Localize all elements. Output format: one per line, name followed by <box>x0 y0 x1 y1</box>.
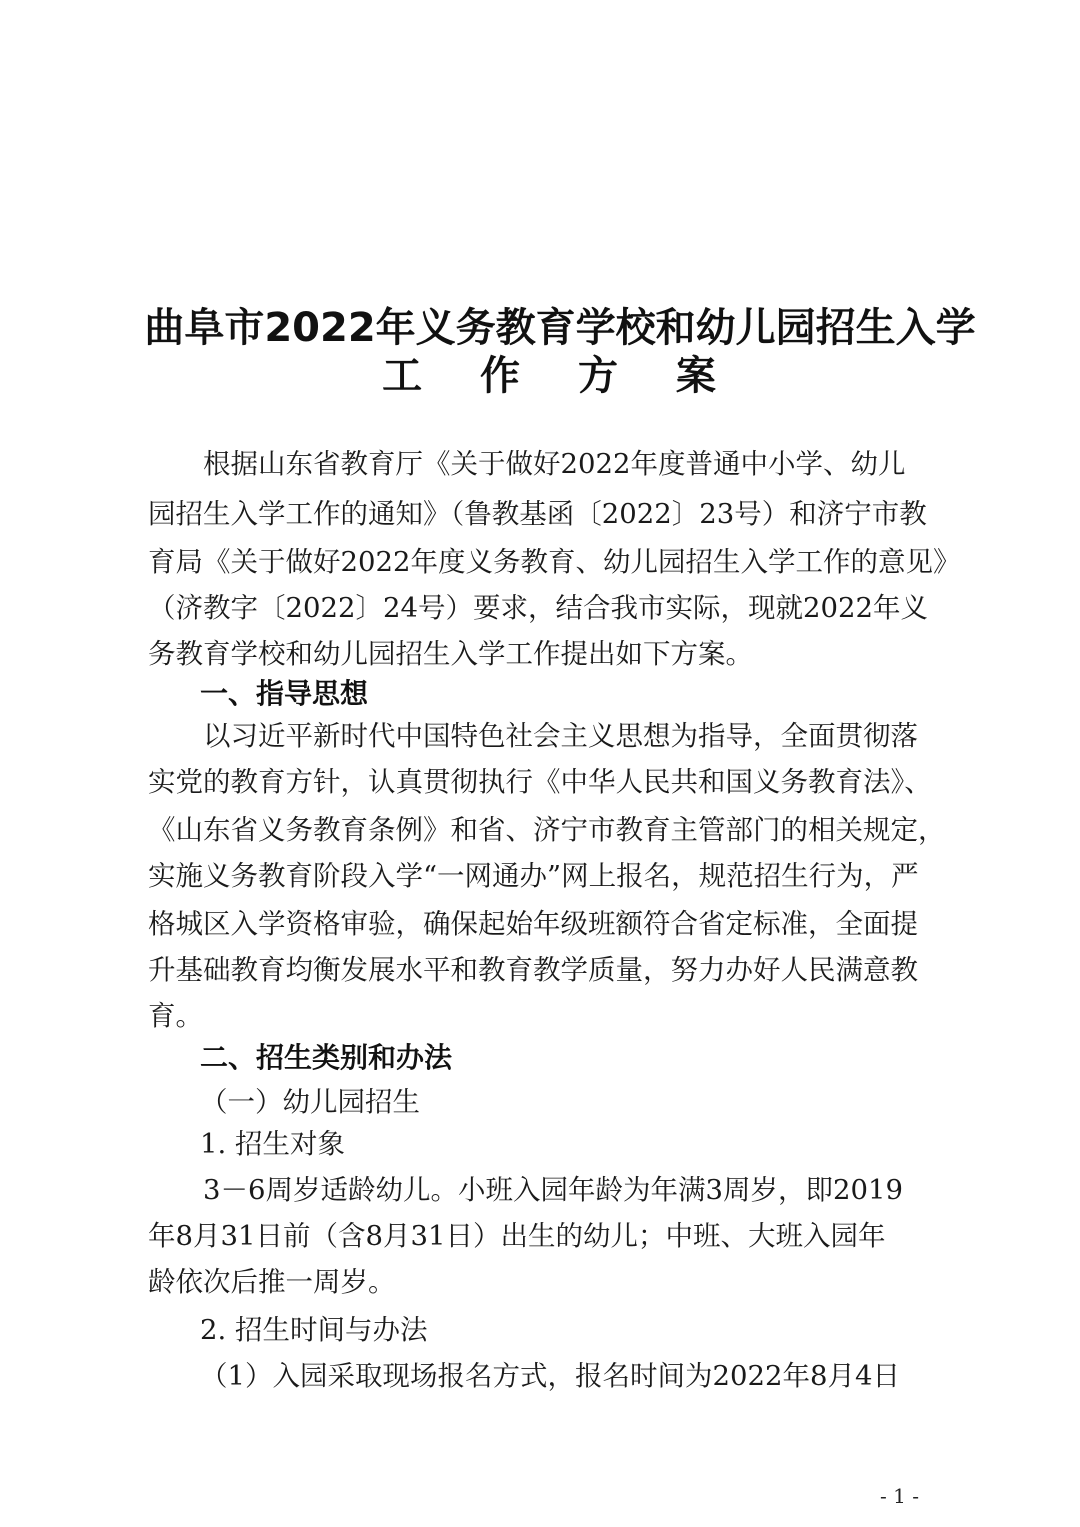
section1-line-3: 《山东省义务教育条例》和省、济宁市教育主管部门的相关规定， <box>148 814 946 846</box>
section1-line-7: 育。 <box>148 1000 203 1032</box>
intro-line-5: 务教育学校和幼儿园招生入学工作提出如下方案。 <box>148 638 753 670</box>
intro-line-3: 育局《关于做好2022年度义务教育、幼儿园招生入学工作的意见》 <box>148 546 961 578</box>
page-number: - 1 - <box>880 1484 919 1508</box>
item1-heading: 1. 招生对象 <box>200 1128 345 1160</box>
item1-line-3: 龄依次后推一周岁。 <box>148 1266 396 1298</box>
item1-line-1: 3－6周岁适龄幼儿。小班入园年龄为年满3周岁，即2019 <box>148 1174 903 1206</box>
document-title-line1: 曲阜市2022年义务教育学校和幼儿园招生入学 <box>144 305 976 351</box>
section1-line-4: 实施义务教育阶段入学“一网通办”网上报名，规范招生行为，严 <box>148 860 919 892</box>
item2-heading: 2. 招生时间与办法 <box>200 1314 428 1346</box>
section2-heading: 二、招生类别和办法 <box>200 1041 453 1074</box>
intro-line-2: 园招生入学工作的通知》（鲁教基函〔2022〕23号）和济宁市教 <box>148 498 927 530</box>
document-title-line2: 工 作 方 案 <box>382 353 738 399</box>
section1-line-2: 实党的教育方针，认真贯彻执行《中华人民共和国义务教育法》、 <box>148 766 932 798</box>
intro-line-1: 根据山东省教育厅《关于做好2022年度普通中小学、幼儿 <box>148 448 906 480</box>
item2-line-1: （1）入园采取现场报名方式，报名时间为2022年8月4日 <box>200 1360 900 1392</box>
section1-line-1: 以习近平新时代中国特色社会主义思想为指导，全面贯彻落 <box>148 720 918 752</box>
section1-heading: 一、指导思想 <box>200 677 369 710</box>
intro-line-4: （济教字〔2022〕24号）要求，结合我市实际，现就2022年义 <box>148 592 928 624</box>
item1-line-2: 年8月31日前（含8月31日）出生的幼儿；中班、大班入园年 <box>148 1220 886 1252</box>
section1-line-6: 升基础教育均衡发展水平和教育教学质量，努力办好人民满意教 <box>148 954 918 986</box>
section1-line-5: 格城区入学资格审验，确保起始年级班额符合省定标准，全面提 <box>148 908 918 940</box>
section2-sub1: （一）幼儿园招生 <box>200 1086 420 1118</box>
